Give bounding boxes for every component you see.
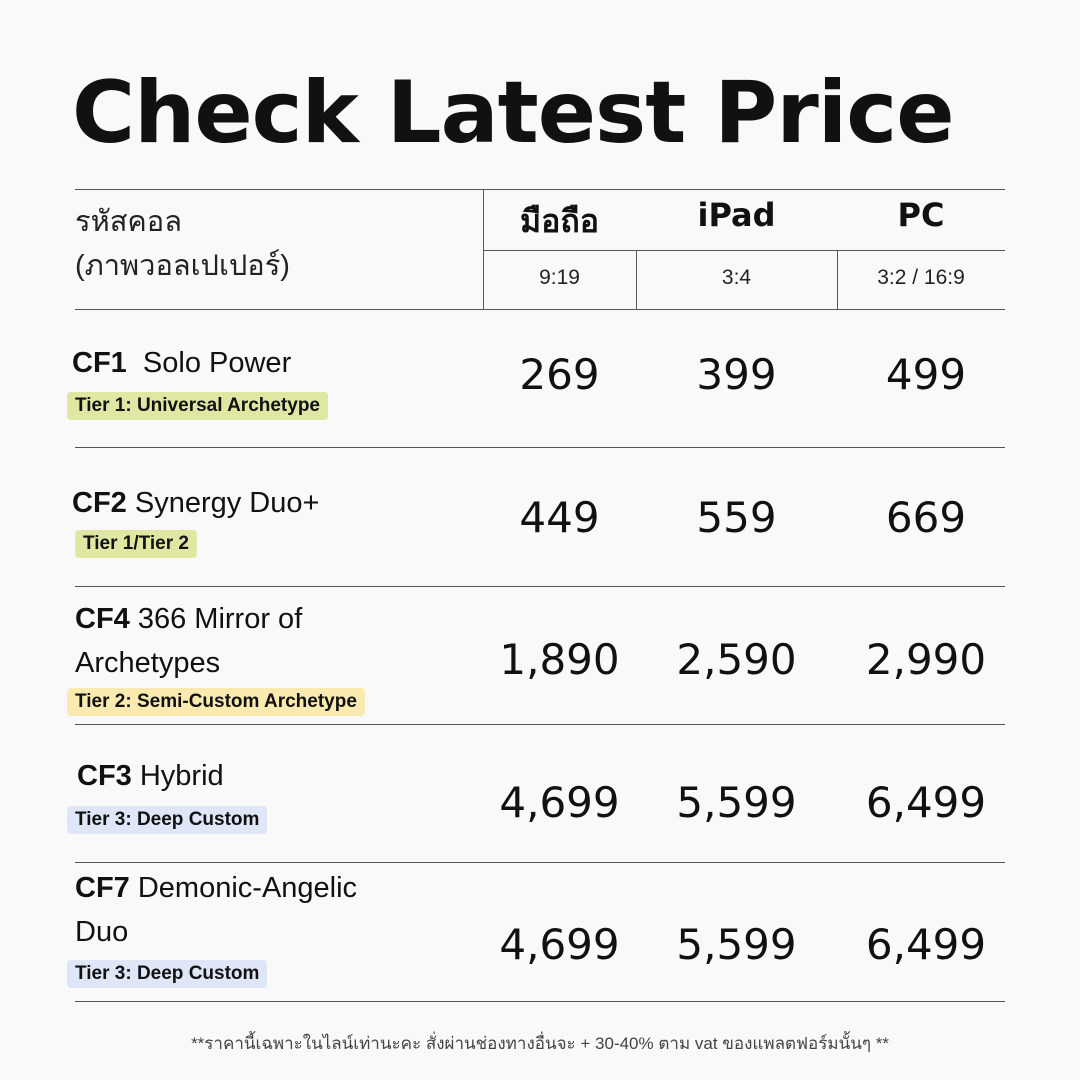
row-code: CF4 [75,603,130,635]
row-divider [75,447,1005,448]
code-header-line2: (ภาพวอลเปเปอร์) [75,250,290,282]
ratio-pc: 3:2 / 16:9 [877,266,965,289]
table-top-border [75,189,1005,190]
header-bottom-border [75,309,1005,310]
price-ipad: 559 [696,493,777,542]
row-code: CF1 [72,347,127,379]
price-ipad: 5,599 [676,920,797,969]
price-phone: 1,890 [499,635,620,684]
device-header-phone: มือถือ [520,202,599,240]
tier-badge: Tier 2: Semi-Custom Archetype [67,688,365,716]
row-name [72,481,319,525]
row-code: CF2 [72,487,127,519]
row-divider [75,586,1005,587]
price-pc: 2,990 [865,635,987,684]
row-name [77,754,224,798]
row-code: CF7 [75,872,130,904]
price-phone: 4,699 [499,920,620,969]
row-title-line2: Archetypes [75,647,221,679]
row-title: Synergy Duo+ [134,487,320,519]
row-divider [75,862,1005,863]
price-phone: 4,699 [499,778,620,827]
row-divider [75,724,1005,725]
price-pc: 669 [885,493,967,542]
page-title: Check Latest Price [72,63,954,163]
row-title: 366 Mirror of [137,603,303,635]
code-header-line1: รหัสคอล [75,206,182,238]
row-title-line2: Duo [75,916,129,948]
tier-badge: Tier 3: Deep Custom [67,806,267,834]
row-name [72,341,291,385]
tier-badge: Tier 1: Universal Archetype [67,392,328,420]
row-title: Hybrid [139,760,224,792]
row-name [75,866,357,910]
table-bottom-border [75,1001,1005,1002]
code-column-header [75,200,290,288]
ratio-phone: 9:19 [539,266,580,289]
price-phone: 449 [519,493,600,542]
tier-badge: Tier 1/Tier 2 [75,530,197,558]
row-title: Solo Power [142,347,292,379]
device-header-pc: PC [897,196,945,234]
ratio-ipad: 3:4 [721,266,752,289]
price-pc: 6,499 [865,778,987,827]
price-pc: 499 [885,350,967,399]
price-phone: 269 [519,350,600,399]
row-name [75,597,302,641]
row-title: Demonic-Angelic [137,872,358,904]
price-ipad: 399 [696,350,777,399]
price-pc: 6,499 [865,920,987,969]
price-ipad: 2,590 [676,635,797,684]
header-divider [483,250,1005,251]
row-code: CF3 [77,760,132,792]
footnote: **ราคานี้เฉพาะในไลน์เท่านะคะ สั่งผ่านช่องทางอื่นจะ + 30-40% ตาม vat ของแพลตฟอร์มนั้นๆ ** [191,1034,889,1053]
tier-badge: Tier 3: Deep Custom [67,960,267,988]
device-header-ipad: iPad [697,196,776,234]
price-ipad: 5,599 [676,778,797,827]
